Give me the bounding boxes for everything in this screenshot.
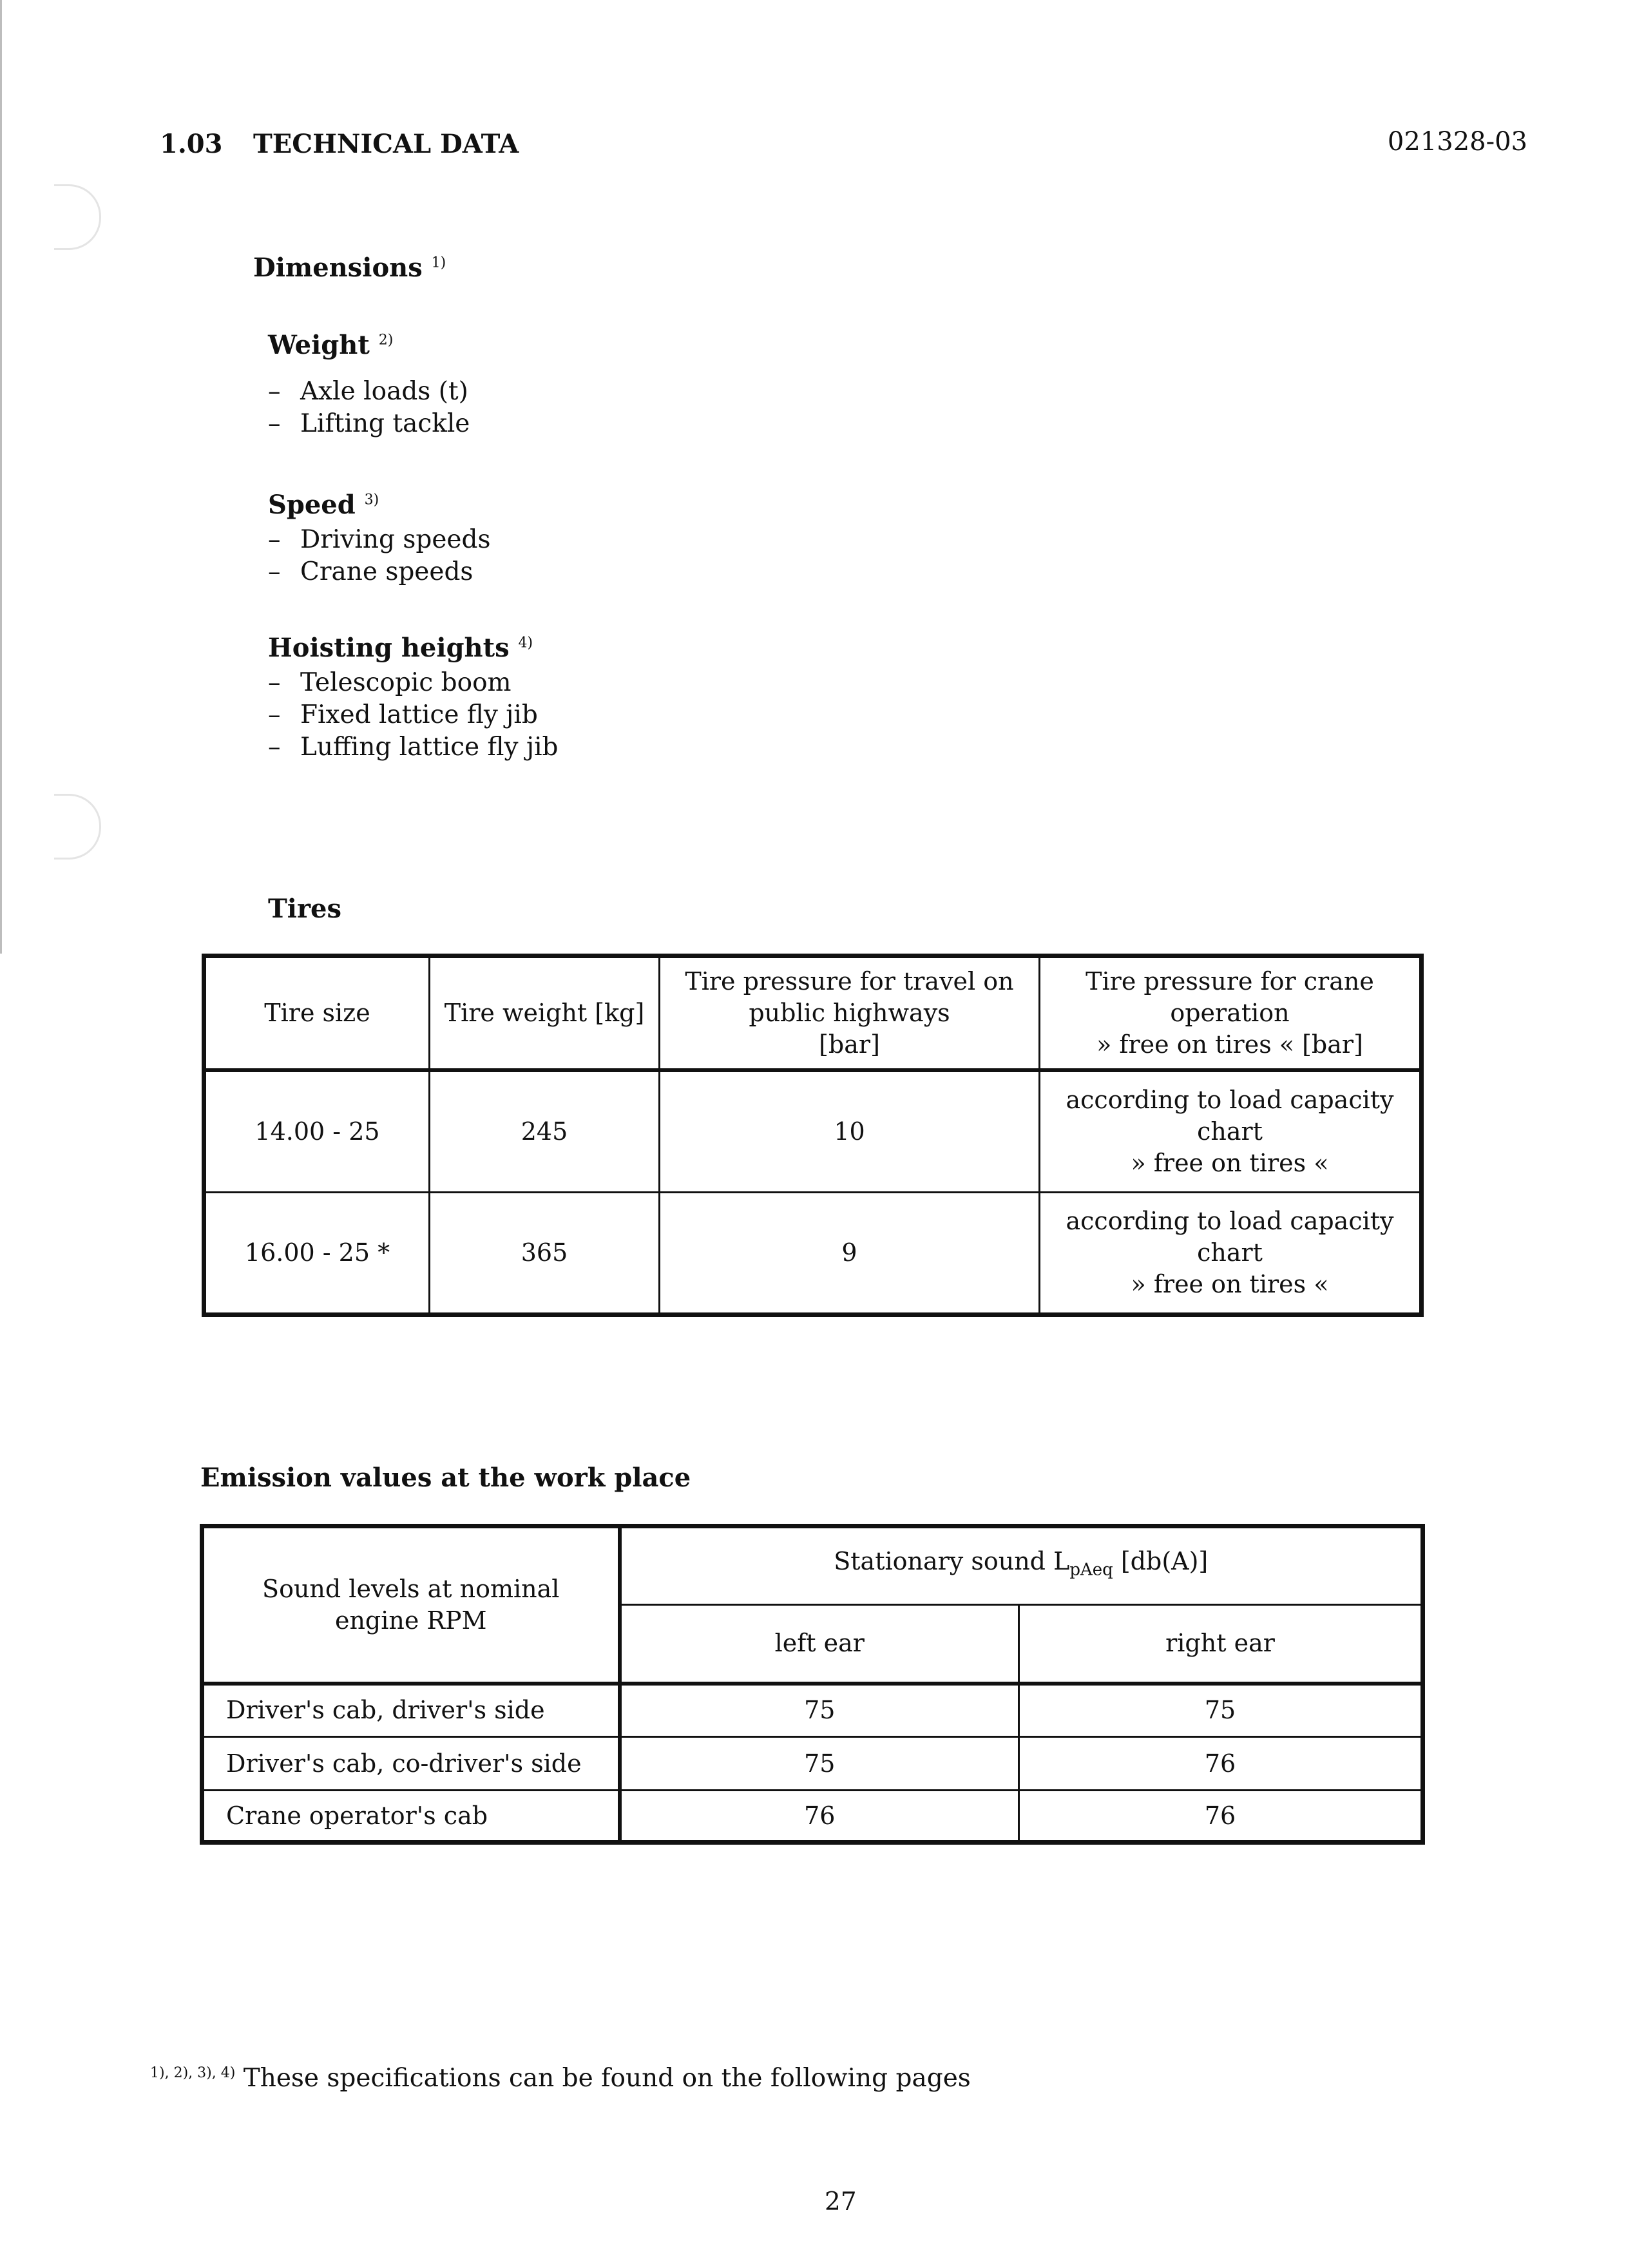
page-number: 27 bbox=[825, 2187, 857, 2216]
speed-heading bbox=[268, 490, 379, 520]
table-row bbox=[202, 1684, 1423, 1737]
list-item: – Axle loads (t) bbox=[268, 376, 470, 408]
cell-location: Crane operator's cab bbox=[202, 1791, 620, 1843]
cell-pressure-travel: 10 bbox=[660, 1070, 1040, 1193]
header-line: engine RPM bbox=[334, 1606, 487, 1635]
weight-label: Weight bbox=[268, 330, 370, 360]
emission-table bbox=[200, 1524, 1425, 1845]
cell-left-ear: 75 bbox=[620, 1737, 1019, 1791]
cell-line: chart bbox=[1197, 1117, 1263, 1146]
dimensions-heading bbox=[253, 253, 446, 283]
header-pressure-crane bbox=[1040, 956, 1422, 1070]
cell-pressure-crane bbox=[1040, 1070, 1422, 1193]
header-text: [db(A)] bbox=[1113, 1547, 1209, 1576]
tires-heading: Tires bbox=[268, 894, 342, 924]
table-row bbox=[202, 1737, 1423, 1791]
list-item: – Lifting tackle bbox=[268, 408, 470, 440]
dimensions-label: Dimensions bbox=[253, 253, 423, 283]
cell-right-ear: 76 bbox=[1019, 1791, 1423, 1843]
cell-location: Driver's cab, driver's side bbox=[202, 1684, 620, 1737]
header-line: Tire pressure for crane bbox=[1086, 966, 1374, 995]
cell-line: » free on tires « bbox=[1131, 1148, 1329, 1177]
header-pressure-travel bbox=[660, 956, 1040, 1070]
header-line: [bar] bbox=[819, 1030, 880, 1059]
punch-hole-mark bbox=[54, 794, 101, 860]
cell-line: chart bbox=[1197, 1238, 1263, 1267]
list-item: – Fixed lattice fly jib bbox=[268, 699, 559, 731]
weight-list bbox=[268, 376, 470, 440]
table-header-row bbox=[202, 1526, 1423, 1605]
cell-pressure-travel: 9 bbox=[660, 1193, 1040, 1315]
weight-heading bbox=[268, 330, 393, 360]
footnote bbox=[150, 2064, 971, 2093]
cell-line: » free on tires « bbox=[1131, 1270, 1329, 1298]
speed-label: Speed bbox=[268, 490, 356, 520]
table-row bbox=[202, 1791, 1423, 1843]
document-number: 021328-03 bbox=[1387, 127, 1527, 157]
scan-edge bbox=[0, 0, 2, 954]
header-stationary-sound bbox=[620, 1526, 1423, 1605]
speed-footnote-ref: 3) bbox=[364, 492, 379, 508]
footnote-text: These specifications can be found on the following pages bbox=[243, 2064, 971, 2093]
header-right-ear: right ear bbox=[1019, 1605, 1423, 1684]
header-subscript: pAeq bbox=[1069, 1560, 1113, 1580]
header-tire-weight: Tire weight [kg] bbox=[430, 956, 660, 1070]
hoisting-footnote-ref: 4) bbox=[518, 635, 533, 651]
list-item: – Luffing lattice fly jib bbox=[268, 731, 559, 764]
cell-tire-size: 16.00 - 25 * bbox=[204, 1193, 430, 1315]
cell-tire-size: 14.00 - 25 bbox=[204, 1070, 430, 1193]
hoisting-list bbox=[268, 667, 559, 764]
emission-heading: Emission values at the work place bbox=[200, 1463, 691, 1493]
table-header-row bbox=[204, 956, 1422, 1070]
list-item: – Telescopic boom bbox=[268, 667, 559, 699]
cell-location: Driver's cab, co-driver's side bbox=[202, 1737, 620, 1791]
header-line: Tire pressure for travel on bbox=[685, 966, 1014, 995]
header-left-ear: left ear bbox=[620, 1605, 1019, 1684]
cell-pressure-crane bbox=[1040, 1193, 1422, 1315]
header-sound-levels bbox=[202, 1526, 620, 1684]
cell-right-ear: 75 bbox=[1019, 1684, 1423, 1737]
dimensions-footnote-ref: 1) bbox=[431, 255, 446, 271]
hoisting-heading bbox=[268, 633, 533, 663]
cell-line: according to load capacity bbox=[1066, 1207, 1394, 1235]
speed-list bbox=[268, 524, 491, 588]
header-line: public highways bbox=[749, 998, 950, 1027]
table-row bbox=[204, 1070, 1422, 1193]
cell-tire-weight: 365 bbox=[430, 1193, 660, 1315]
header-line: Sound levels at nominal bbox=[262, 1574, 560, 1603]
hoisting-label: Hoisting heights bbox=[268, 633, 510, 663]
footnote-markers: 1), 2), 3), 4) bbox=[150, 2065, 236, 2081]
cell-tire-weight: 245 bbox=[430, 1070, 660, 1193]
weight-footnote-ref: 2) bbox=[378, 332, 394, 349]
section-number: 1.03 bbox=[160, 129, 223, 159]
cell-left-ear: 75 bbox=[620, 1684, 1019, 1737]
cell-right-ear: 76 bbox=[1019, 1737, 1423, 1791]
punch-hole-mark bbox=[54, 184, 101, 250]
section-title: TECHNICAL DATA bbox=[253, 129, 519, 159]
list-item: – Crane speeds bbox=[268, 556, 491, 588]
cell-left-ear: 76 bbox=[620, 1791, 1019, 1843]
header-tire-size: Tire size bbox=[204, 956, 430, 1070]
cell-line: according to load capacity bbox=[1066, 1085, 1394, 1114]
header-line: operation bbox=[1170, 998, 1290, 1027]
table-row bbox=[204, 1193, 1422, 1315]
tires-table bbox=[202, 954, 1424, 1317]
header-text: Stationary sound L bbox=[834, 1547, 1070, 1576]
list-item: – Driving speeds bbox=[268, 524, 491, 556]
header-line: » free on tires « [bar] bbox=[1096, 1030, 1363, 1059]
